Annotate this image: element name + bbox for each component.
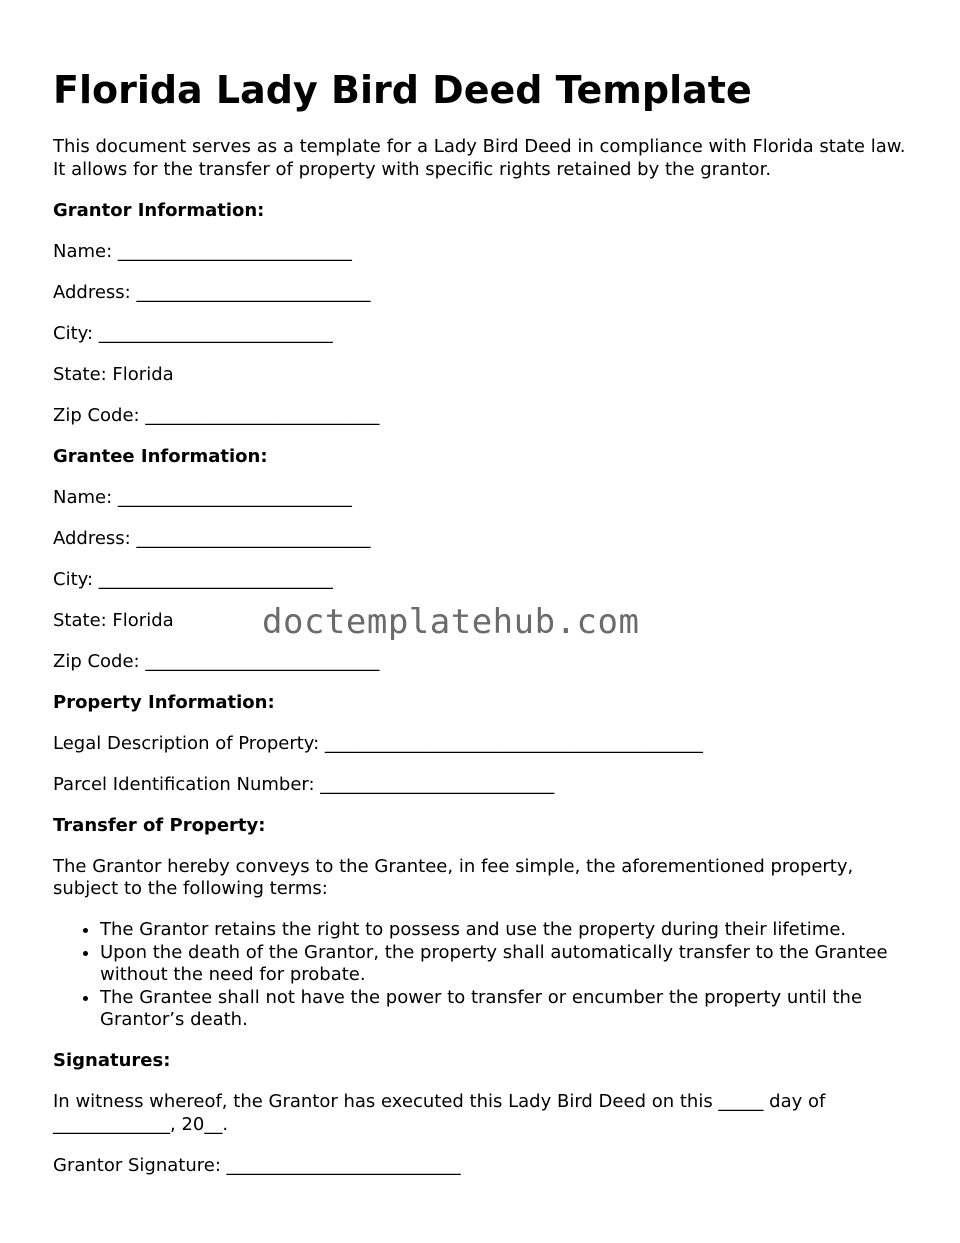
legal-description-field: Legal Description of Property: __________________________________________ — [53, 732, 703, 754]
grantee-heading: Grantee Information: — [53, 445, 268, 467]
list-item: • The Grantee shall not have the power to transfer or encumber the property until the Grantor’s death. — [100, 987, 913, 1032]
grantee-name-field: Name: __________________________ — [53, 486, 352, 508]
grantor-address-field: Address: __________________________ — [53, 281, 371, 303]
document-title: Florida Lady Bird Deed Template — [53, 68, 752, 112]
grantor-name-field: Name: __________________________ — [53, 240, 352, 262]
list-item: • The Grantor retains the right to possess and use the property during their lifetime. — [100, 919, 913, 942]
transfer-paragraph: The Grantor hereby conveys to the Grantee, in fee simple, the aforementioned property, subject to the following terms: — [53, 855, 854, 899]
property-heading: Property Information: — [53, 691, 275, 713]
transfer-heading: Transfer of Property: — [53, 814, 266, 836]
parcel-number-field: Parcel Identification Number: __________________________ — [53, 773, 555, 795]
intro-paragraph: This document serves as a template for a Lady Bird Deed in compliance with Florida state law. It allows for the transfer of property with specific rights retained by the grantor. — [53, 136, 906, 180]
grantor-zip-field: Zip Code: __________________________ — [53, 404, 380, 426]
grantee-zip-field: Zip Code: __________________________ — [53, 650, 380, 672]
list-item: • Upon the death of the Grantor, the property shall automatically transfer to the Grantee without the need for probate. — [100, 942, 913, 987]
watermark: doctemplatehub.com — [262, 602, 640, 642]
grantor-city-field: City: __________________________ — [53, 322, 333, 344]
grantee-city-field: City: __________________________ — [53, 568, 333, 590]
grantee-state-field: State: Florida — [53, 609, 174, 631]
grantee-address-field: Address: __________________________ — [53, 527, 371, 549]
grantor-heading: Grantor Information: — [53, 199, 265, 221]
signatures-heading: Signatures: — [53, 1050, 171, 1071]
witness-paragraph: In witness whereof, the Grantor has executed this Lady Bird Deed on this _____ day of _____________, 20__. — [53, 1091, 826, 1135]
grantor-state-field: State: Florida — [53, 363, 174, 385]
terms-list — [53, 919, 913, 1032]
grantor-signature-field: Grantor Signature: __________________________ — [53, 1154, 461, 1176]
